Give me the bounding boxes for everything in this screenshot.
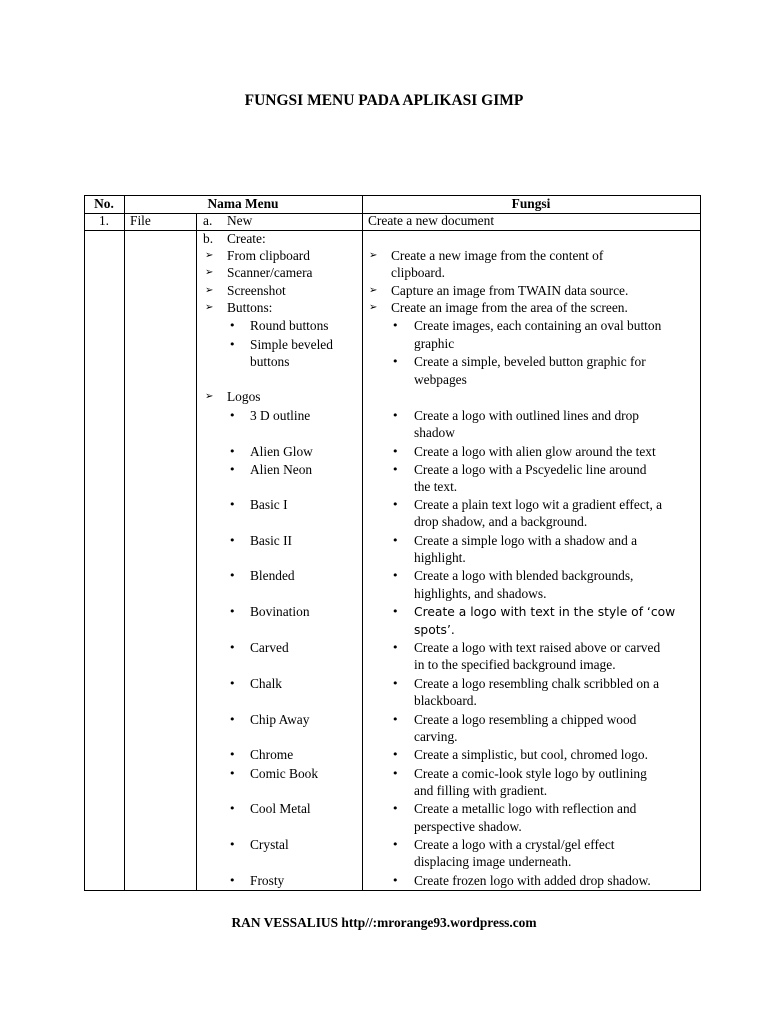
logo-bovination-fungsi-cont: spots’. bbox=[414, 623, 455, 637]
screenshot-fungsi: Create an image from the area of the screen. bbox=[391, 300, 628, 315]
round-buttons-fungsi: Create images, each containing an oval button bbox=[414, 318, 662, 333]
logo-chrome-fungsi: Create a simplistic, but cool, chromed logo. bbox=[414, 747, 648, 762]
logo-basic-i-bullet-icon: • bbox=[229, 498, 236, 511]
logo-basic-i-fungsi: Create a plain text logo wit a gradient effect, a bbox=[414, 497, 663, 512]
logo-chip-away-label: Chip Away bbox=[250, 712, 310, 727]
logo-crystal-fungsi: Create a logo with a crystal/gel effect bbox=[414, 837, 615, 852]
table-row-divider bbox=[84, 230, 701, 231]
logo-blended-bullet-icon: • bbox=[229, 569, 236, 582]
table-border-left bbox=[84, 195, 85, 890]
simple-beveled-label-cont: buttons bbox=[250, 354, 290, 369]
logo-cool-metal-fungsi-bullet-icon: • bbox=[392, 802, 399, 815]
scanner-label: Scanner/camera bbox=[227, 265, 313, 280]
logo-frosty-fungsi-bullet-icon: • bbox=[392, 874, 399, 887]
logo-comic-book-label: Comic Book bbox=[250, 766, 319, 781]
logo-chrome-fungsi-bullet-icon: • bbox=[392, 748, 399, 761]
round-buttons-fungsi-cont: graphic bbox=[414, 336, 455, 351]
screenshot-arrow-icon: ➢ bbox=[205, 285, 214, 296]
screenshot-fungsi-arrow-icon: ➢ bbox=[369, 302, 378, 313]
table-col-divider-menu bbox=[196, 213, 197, 890]
simple-beveled-fungsi-cont: webpages bbox=[414, 372, 467, 387]
header-nama-menu: Nama Menu bbox=[207, 196, 279, 211]
from-clipboard-fungsi-arrow-icon: ➢ bbox=[369, 250, 378, 261]
logo-cool-metal-label: Cool Metal bbox=[250, 801, 311, 816]
logo-chalk-fungsi: Create a logo resembling chalk scribbled on a bbox=[414, 676, 660, 691]
simple-beveled-bullet-icon: • bbox=[229, 338, 236, 351]
logo-basic-ii-bullet-icon: • bbox=[229, 534, 236, 547]
header-fungsi: Fungsi bbox=[511, 196, 551, 211]
logo-carved-fungsi-bullet-icon: • bbox=[392, 641, 399, 654]
logo-basic-ii-fungsi-bullet-icon: • bbox=[392, 534, 399, 547]
row-menu-file: File bbox=[130, 213, 151, 228]
logo-comic-book-fungsi-bullet-icon: • bbox=[392, 767, 399, 780]
logo-blended-fungsi: Create a logo with blended backgrounds, bbox=[414, 568, 634, 583]
scanner-fungsi: Capture an image from TWAIN data source. bbox=[391, 283, 629, 298]
logo-bovination-fungsi-bullet-icon: • bbox=[392, 605, 399, 618]
from-clipboard-arrow-icon: ➢ bbox=[205, 250, 214, 261]
new-fungsi: Create a new document bbox=[368, 213, 495, 228]
logo-3d-outline-bullet-icon: • bbox=[229, 409, 236, 422]
logo-alien-glow-bullet-icon: • bbox=[229, 445, 236, 458]
logo-alien-glow-fungsi-bullet-icon: • bbox=[392, 445, 399, 458]
table-border-bottom bbox=[84, 890, 701, 891]
logo-basic-ii-fungsi: Create a simple logo with a shadow and a bbox=[414, 533, 638, 548]
simple-beveled-fungsi-bullet-icon: • bbox=[392, 355, 399, 368]
logo-chrome-label: Chrome bbox=[250, 747, 294, 762]
scanner-fungsi-arrow-icon: ➢ bbox=[369, 285, 378, 296]
logo-alien-neon-bullet-icon: • bbox=[229, 463, 236, 476]
logo-carved-bullet-icon: • bbox=[229, 641, 236, 654]
logo-frosty-label: Frosty bbox=[250, 873, 285, 888]
logo-bovination-label: Bovination bbox=[250, 604, 310, 619]
logo-3d-outline-fungsi: Create a logo with outlined lines and drop bbox=[414, 408, 639, 423]
new-label: New bbox=[227, 213, 253, 228]
simple-beveled-label: Simple beveled bbox=[250, 337, 333, 352]
buttons-arrow-icon: ➢ bbox=[205, 302, 214, 313]
logo-bovination-fungsi: Create a logo with text in the style of ‘cow bbox=[414, 605, 676, 619]
logo-chalk-bullet-icon: • bbox=[229, 677, 236, 690]
logo-crystal-fungsi-bullet-icon: • bbox=[392, 838, 399, 851]
logo-carved-label: Carved bbox=[250, 640, 289, 655]
logo-chalk-fungsi-bullet-icon: • bbox=[392, 677, 399, 690]
page-footer: RAN VESSALIUS http//:mrorange93.wordpress.com bbox=[231, 915, 537, 930]
logo-chip-away-fungsi-cont: carving. bbox=[414, 729, 458, 744]
simple-beveled-fungsi: Create a simple, beveled button graphic for bbox=[414, 354, 646, 369]
logo-alien-neon-fungsi-bullet-icon: • bbox=[392, 463, 399, 476]
logo-comic-book-bullet-icon: • bbox=[229, 767, 236, 780]
logo-chalk-fungsi-cont: blackboard. bbox=[414, 693, 477, 708]
logo-comic-book-fungsi-cont: and filling with gradient. bbox=[414, 783, 548, 798]
screenshot-label: Screenshot bbox=[227, 283, 286, 298]
logo-bovination-bullet-icon: • bbox=[229, 605, 236, 618]
logo-cool-metal-fungsi-cont: perspective shadow. bbox=[414, 819, 522, 834]
row-number: 1. bbox=[98, 213, 110, 228]
page-title: FUNGSI MENU PADA APLIKASI GIMP bbox=[244, 92, 524, 109]
create-label: Create: bbox=[227, 231, 266, 246]
logo-alien-neon-fungsi-cont: the text. bbox=[414, 479, 458, 494]
logo-basic-ii-fungsi-cont: highlight. bbox=[414, 550, 466, 565]
from-clipboard-fungsi: Create a new image from the content of bbox=[391, 248, 604, 263]
logo-carved-fungsi-cont: in to the specified background image. bbox=[414, 657, 616, 672]
logo-chrome-bullet-icon: • bbox=[229, 748, 236, 761]
from-clipboard-fungsi-cont: clipboard. bbox=[391, 265, 445, 280]
scanner-arrow-icon: ➢ bbox=[205, 267, 214, 278]
logos-label: Logos bbox=[227, 389, 261, 404]
logo-alien-glow-fungsi: Create a logo with alien glow around the text bbox=[414, 444, 656, 459]
round-buttons-bullet-icon: • bbox=[229, 319, 236, 332]
logo-chalk-label: Chalk bbox=[250, 676, 282, 691]
logo-cool-metal-fungsi: Create a metallic logo with reflection and bbox=[414, 801, 637, 816]
logo-basic-i-fungsi-bullet-icon: • bbox=[392, 498, 399, 511]
logo-chip-away-fungsi: Create a logo resembling a chipped wood bbox=[414, 712, 637, 727]
logo-basic-i-label: Basic I bbox=[250, 497, 288, 512]
logo-alien-neon-fungsi: Create a logo with a Pscyedelic line around bbox=[414, 462, 647, 477]
logo-basic-ii-label: Basic II bbox=[250, 533, 293, 548]
logo-alien-neon-label: Alien Neon bbox=[250, 462, 313, 477]
round-buttons-fungsi-bullet-icon: • bbox=[392, 319, 399, 332]
logo-3d-outline-label: 3 D outline bbox=[250, 408, 311, 423]
logos-arrow-icon: ➢ bbox=[205, 391, 214, 402]
logo-cool-metal-bullet-icon: • bbox=[229, 802, 236, 815]
header-no: No. bbox=[94, 196, 114, 211]
round-buttons-label: Round buttons bbox=[250, 318, 329, 333]
logo-blended-fungsi-bullet-icon: • bbox=[392, 569, 399, 582]
logo-basic-i-fungsi-cont: drop shadow, and a background. bbox=[414, 514, 588, 529]
logo-comic-book-fungsi: Create a comic-look style logo by outlining bbox=[414, 766, 647, 781]
table-border-right bbox=[700, 195, 701, 890]
new-marker: a. bbox=[203, 213, 213, 228]
logo-blended-label: Blended bbox=[250, 568, 295, 583]
create-marker: b. bbox=[203, 231, 214, 246]
logo-alien-glow-label: Alien Glow bbox=[250, 444, 313, 459]
logo-frosty-fungsi: Create frozen logo with added drop shadow. bbox=[414, 873, 651, 888]
buttons-label: Buttons: bbox=[227, 300, 273, 315]
logo-blended-fungsi-cont: highlights, and shadows. bbox=[414, 586, 547, 601]
logo-crystal-label: Crystal bbox=[250, 837, 289, 852]
table-col-divider-fungsi bbox=[362, 195, 363, 890]
logo-3d-outline-fungsi-cont: shadow bbox=[414, 425, 455, 440]
logo-crystal-fungsi-cont: displacing image underneath. bbox=[414, 854, 572, 869]
logo-3d-outline-fungsi-bullet-icon: • bbox=[392, 409, 399, 422]
logo-frosty-bullet-icon: • bbox=[229, 874, 236, 887]
logo-crystal-bullet-icon: • bbox=[229, 838, 236, 851]
table-col-divider-no bbox=[124, 195, 125, 890]
logo-chip-away-fungsi-bullet-icon: • bbox=[392, 713, 399, 726]
logo-chip-away-bullet-icon: • bbox=[229, 713, 236, 726]
logo-carved-fungsi: Create a logo with text raised above or carved bbox=[414, 640, 661, 655]
from-clipboard-label: From clipboard bbox=[227, 248, 310, 263]
